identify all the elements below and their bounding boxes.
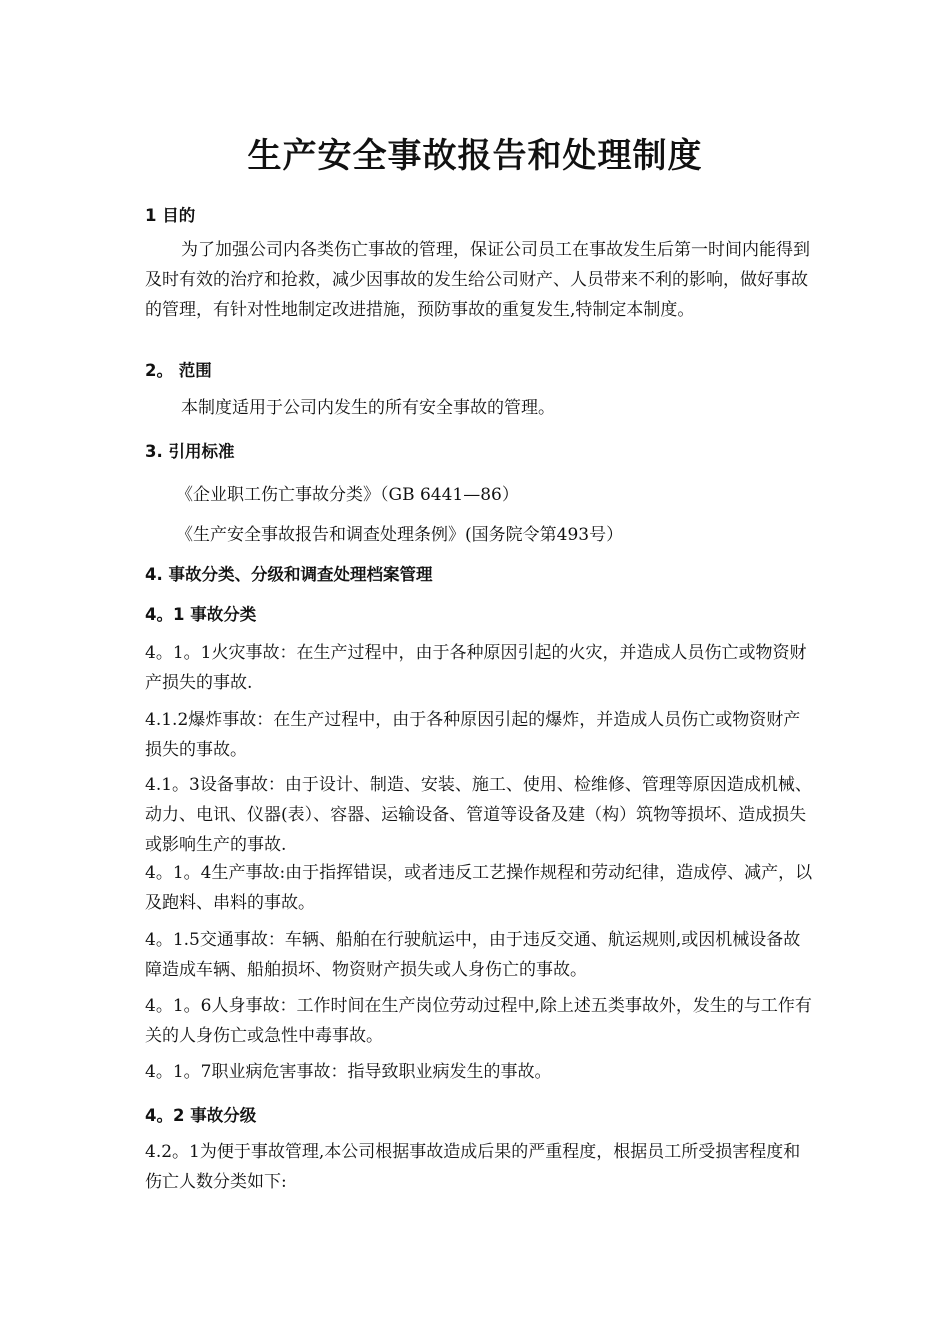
section-2-heading: 2。 范围 xyxy=(145,361,212,380)
section-1-heading: 1 目的 xyxy=(145,206,196,225)
clause-4-1-7: 4。1。7职业病危害事故：指导致职业病发生的事故。 xyxy=(145,1062,552,1082)
clause-4-1-5: 4。1.5交通事故：车辆、船舶在行驶航运中，由于违反交通、航运规则,或因机械设备故障造成车辆、船舶损坏、物资财产损失或人身伤亡的事故。 xyxy=(145,930,801,980)
section-4-heading: 4. 事故分类、分级和调查处理档案管理 xyxy=(145,565,433,584)
reference-standard-1: 《企业职工伤亡事故分类》（GB 6441—86） xyxy=(176,485,519,505)
document-title: 生产安全事故报告和处理制度 xyxy=(247,136,703,176)
clause-4-2-1: 4.2。1为便于事故管理,本公司根据事故造成后果的严重程度，根据员工所受损害程度和伤亡人数分类如下: xyxy=(145,1142,801,1192)
clause-4-1-3: 4.1。3设备事故：由于设计、制造、安装、施工、使用、检维修、管理等原因造成机械、动力、电讯、仪器(表）、容器、运输设备、管道等设备及建（构）筑物等损坏、造成损失或影响生产的事故. xyxy=(145,775,812,855)
clause-4-1-4: 4。1。4生产事故:由于指挥错误，或者违反工艺操作规程和劳动纪律，造成停、减产，以及跑料、串料的事故。 xyxy=(145,863,813,913)
reference-standard-2: 《生产安全事故报告和调查处理条例》(国务院令第493号） xyxy=(176,525,624,545)
section-1-body: 为了加强公司内各类伤亡事故的管理，保证公司员工在事故发生后第一时间内能得到及时有效的治疗和抢救，减少因事故的发生给公司财产、人员带来不利的影响，做好事故的管理，有针对性地制定改进措施，预防事故的重复发生,特制定本制度。 xyxy=(145,240,810,320)
clause-4-1-2: 4.1.2爆炸事故：在生产过程中，由于各种原因引起的爆炸，并造成人员伤亡或物资财产损失的事故。 xyxy=(145,710,801,760)
clause-4-1-6: 4。1。6人身事故：工作时间在生产岗位劳动过程中,除上述五类事故外，发生的与工作有关的人身伤亡或急性中毒事故。 xyxy=(145,996,812,1046)
clause-4-1-1: 4。1。1火灾事故：在生产过程中，由于各种原因引起的火灾，并造成人员伤亡或物资财产损失的事故. xyxy=(145,643,807,693)
section-2-body: 本制度适用于公司内发生的所有安全事故的管理。 xyxy=(181,398,555,418)
section-4-1-heading: 4。1 事故分类 xyxy=(145,605,257,624)
section-3-heading: 3. 引用标准 xyxy=(145,442,235,461)
section-4-2-heading: 4。2 事故分级 xyxy=(145,1106,257,1125)
